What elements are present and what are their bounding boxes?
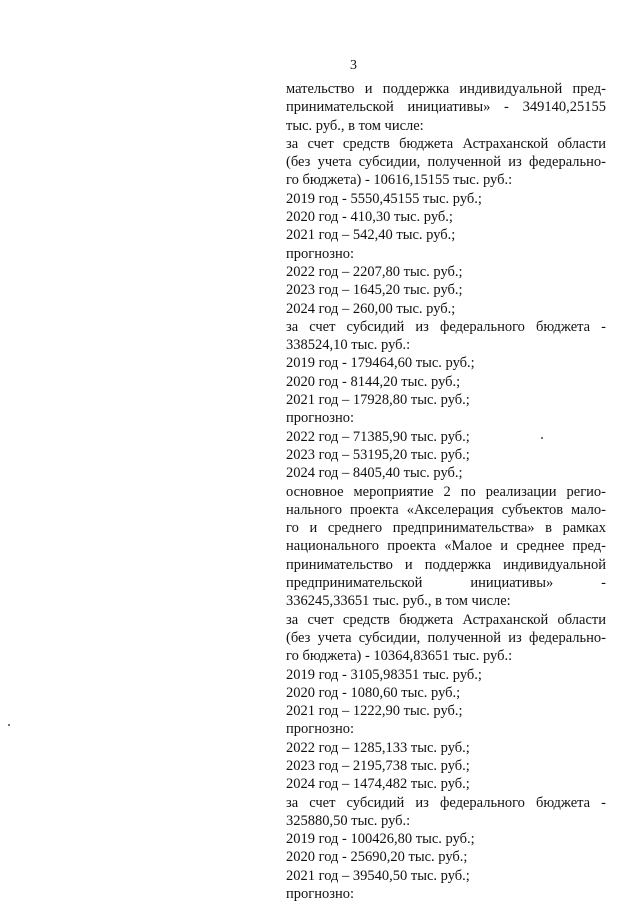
text-line: 2020 год - 410,30 тыс. руб.;: [286, 209, 453, 226]
text-line: 336245,33651 тыс. руб., в том числе:: [286, 593, 511, 610]
text-line: предпринимательской инициативы» -: [286, 575, 606, 592]
text-line: го и среднего предпринимательства» в рамках: [286, 520, 606, 537]
text-line: тыс. руб., в том числе:: [286, 117, 424, 134]
text-line: за счет средств бюджета Астраханской области: [286, 135, 606, 152]
text-line: за счет субсидий из федерального бюджета -: [286, 318, 606, 335]
text-line: мательство и поддержка индивидуальной пред-: [286, 81, 606, 97]
text-line: 2019 год - 100426,80 тыс. руб.;: [286, 831, 475, 848]
text-line: 2024 год – 260,00 тыс. руб.;: [286, 300, 456, 317]
text-line: прогнозно:: [286, 245, 354, 262]
text-line: 2021 год – 39540,50 тыс. руб.;: [286, 867, 470, 884]
text-line: прогнозно:: [286, 410, 354, 427]
text-line: 2020 год - 8144,20 тыс. руб.;: [286, 373, 461, 390]
text-line: 2024 год – 1474,482 тыс. руб.;: [286, 776, 470, 793]
text-line: принимательской инициативы» - 349140,25155: [286, 99, 606, 116]
text-line: (без учета субсидии, полученной из федерально-: [286, 629, 606, 646]
text-line: 2020 год - 1080,60 тыс. руб.;: [286, 684, 461, 701]
text-line: 2019 год - 179464,60 тыс. руб.;: [286, 355, 475, 372]
text-line: 2022 год – 2207,80 тыс. руб.;: [286, 263, 463, 280]
text-line: го бюджета) - 10616,15155 тыс. руб.:: [286, 172, 513, 189]
text-line: 2023 год – 53195,20 тыс. руб.;: [286, 446, 470, 463]
text-line: 338524,10 тыс. руб.:: [286, 337, 411, 354]
text-line: (без учета субсидии, полученной из федерально-: [286, 154, 606, 171]
text-line: нального проекта «Акселерация субъектов мало-: [286, 501, 606, 518]
text-line: прогнозно:: [286, 886, 354, 903]
scan-speck: [541, 437, 543, 439]
scan-speck: [8, 724, 10, 726]
text-line: 2023 год – 2195,738 тыс. руб.;: [286, 757, 470, 774]
text-line: 2024 год – 8405,40 тыс. руб.;: [286, 465, 463, 482]
text-line: 2019 год - 5550,45155 тыс. руб.;: [286, 190, 482, 207]
text-line: 2020 год - 25690,20 тыс. руб.;: [286, 849, 468, 866]
text-line: 2022 год – 71385,90 тыс. руб.;: [286, 428, 470, 445]
text-line: основное мероприятие 2 по реализации регио-: [286, 483, 606, 500]
text-line: за счет субсидий из федерального бюджета -: [286, 794, 606, 811]
page-number: 3: [350, 58, 357, 73]
text-line: го бюджета) - 10364,83651 тыс. руб.:: [286, 648, 513, 665]
text-line: прогнозно:: [286, 721, 354, 738]
text-line: 2023 год – 1645,20 тыс. руб.;: [286, 282, 463, 299]
text-line: 2021 год – 542,40 тыс. руб.;: [286, 227, 456, 244]
text-line: 2021 год – 1222,90 тыс. руб.;: [286, 703, 463, 720]
document-body: [286, 80, 606, 903]
text-line: 2021 год – 17928,80 тыс. руб.;: [286, 392, 470, 409]
text-line: за счет средств бюджета Астраханской области: [286, 611, 606, 628]
text-line: национального проекта «Малое и среднее пред-: [286, 538, 606, 555]
text-line: 2019 год - 3105,98351 тыс. руб.;: [286, 666, 482, 683]
text-line: принимательство и поддержка индивидуальной: [286, 556, 606, 573]
text-line: 325880,50 тыс. руб.:: [286, 812, 411, 829]
text-line: 2022 год – 1285,133 тыс. руб.;: [286, 739, 470, 756]
